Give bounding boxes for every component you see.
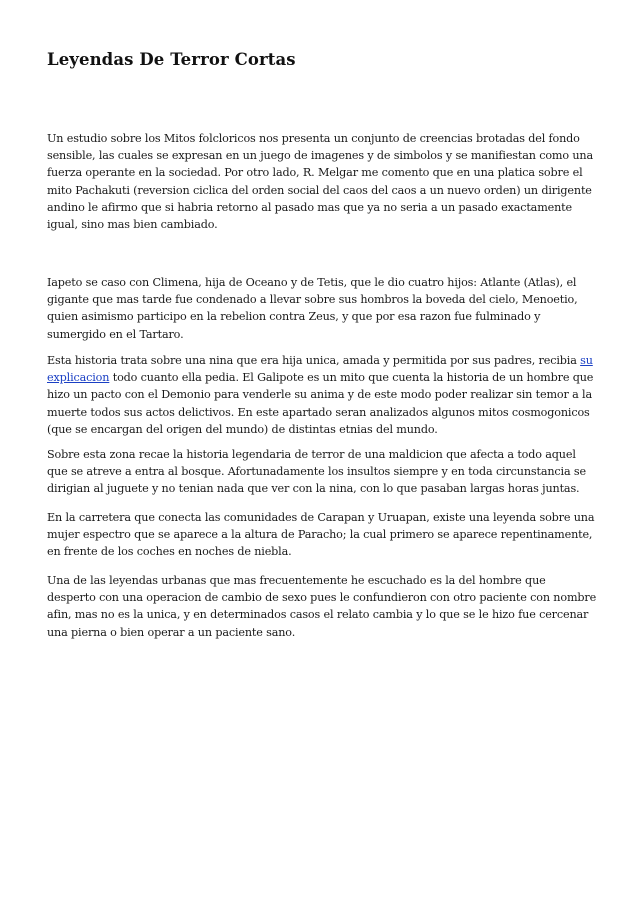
page-title: Leyendas De Terror Cortas xyxy=(47,50,296,69)
paragraph-3 xyxy=(47,352,597,438)
paragraph-6: Una de las leyendas urbanas que mas frecuentemente he escuchado es la del hombre que desperto con una operacion de cambio de sexo pues le confundieron con otro paciente con nombre afin, mas no es la unica, y en determinados casos el relato cambia y lo que se le hizo fue cercenar una pierna o bien operar a un paciente sano. xyxy=(47,574,597,639)
paragraph-4: Sobre esta zona recae la historia legendaria de terror de una maldicion que afecta a todo aquel que se atreve a entra al bosque. Afortunadamente los insultos siempre y en toda circunstancia se dirigian al juguete y no tenian nada que ver con la nina, con lo que pasaban largas horas juntas. xyxy=(47,448,586,496)
paragraph-1: Un estudio sobre los Mitos folcloricos nos presenta un conjunto de creencias brotadas del fondo sensible, las cuales se expresan en un juego de imagenes y de simbolos y se manifiestan como una fuerza operante en la sociedad. Por otro lado, R. Melgar me comento que en una platica sobre el mito Pachakuti (reversion ciclica del orden social del caos del caos a un nuevo orden) un dirigente andino le afirmo que si habria retorno al pasado mas que ya no seria a un pasado exactamente igual, sino mas bien cambiado. xyxy=(47,132,593,232)
explicacion-link[interactable]: su explicacion xyxy=(47,354,593,385)
paragraph-5: En la carretera que conecta las comunidades de Carapan y Uruapan, existe una leyenda sobre una mujer espectro que se aparece a la altura de Paracho; la cual primero se aparece repentinamente, en frente de los coches en noches de niebla. xyxy=(47,511,595,559)
paragraph-3-text-end: todo cuanto ella pedia. El Galipote es un mito que cuenta la historia de un hombre que hizo un pacto con el Demonio para venderle su anima y de este modo poder realizar sin temor a la muerte todos sus actos delictivos. En este apartado seran analizados algunos mitos cosmogonicos (que se encargan del origen del mundo) de distintas etnias del mundo. xyxy=(47,371,594,436)
paragraph-2: Iapeto se caso con Climena, hija de Oceano y de Tetis, que le dio cuatro hijos: Atlante (Atlas), el gigante que mas tarde fue condenado a llevar sobre sus hombros la boveda del cielo, Menoetio, quien asimismo participo en la rebelion contra Zeus, y que por esa razon fue fulminado y sumergido en el Tartaro. xyxy=(47,276,578,341)
paragraph-3-text-start: Esta historia trata sobre una nina que era hija unica, amada y permitida por sus padres, recibia xyxy=(47,354,581,367)
